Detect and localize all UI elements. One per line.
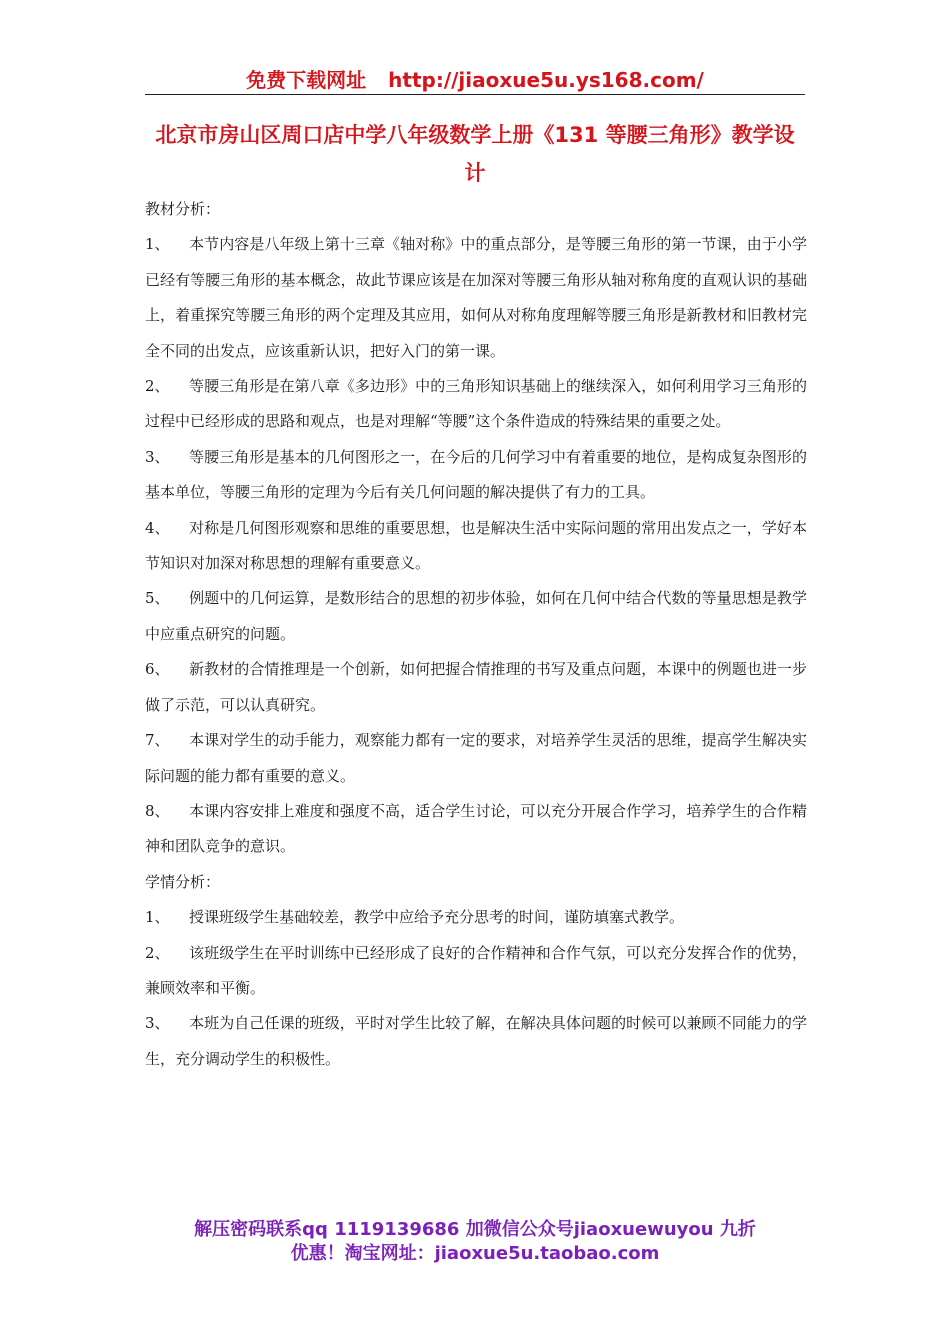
- header-label: 免费下载网址: [246, 68, 367, 92]
- item-number: 1、: [145, 908, 170, 927]
- textbook-analysis-item: [145, 511, 807, 582]
- footer-line-1: 解压密码联系qq 1119139686 加微信公众号jiaoxuewuyou 九折: [194, 1219, 756, 1240]
- header-divider: [145, 94, 805, 95]
- item-text: 本节内容是八年级上第十三章《轴对称》中的重点部分，是等腰三角形的第一节课，由于小学已经有等腰三角形的基本概念，故此节课应该是在加深对等腰三角形从轴对称角度的直观认识的基础上，着重探究等腰三角形的两个定理及其应用，如何从对称角度理解等腰三角形是新教材和旧教材完全不同的出发点，应该重新认识，把好入门的第一课。: [145, 235, 807, 360]
- item-text: 该班级学生在平时训练中已经形成了良好的合作精神和合作气氛，可以充分发挥合作的优势，兼顾效率和平衡。: [145, 943, 807, 997]
- item-text: 本课内容安排上难度和强度不高，适合学生讨论，可以充分开展合作学习，培养学生的合作精神和团队竞争的意识。: [145, 801, 807, 856]
- header-url-link[interactable]: http://jiaoxue5u.ys168.com/: [388, 68, 704, 92]
- item-number: 5、: [145, 589, 170, 608]
- student-analysis-item: [145, 900, 807, 935]
- item-number: 3、: [145, 1014, 170, 1033]
- item-number: 7、: [145, 731, 170, 750]
- textbook-analysis-heading: 教材分析：: [145, 200, 221, 218]
- item-text: 授课班级学生基础较差，教学中应给予充分思考的时间，谨防填塞式教学。: [189, 908, 685, 927]
- header-banner: [0, 64, 950, 93]
- item-number: 8、: [145, 801, 170, 820]
- textbook-analysis-item: [145, 369, 807, 440]
- item-text: 本班为自己任课的班级，平时对学生比较了解，在解决具体问题的时候可以兼顾不同能力的学生，充分调动学生的积极性。: [145, 1014, 807, 1068]
- footer-banner: [0, 1218, 950, 1266]
- textbook-analysis-item: [145, 581, 807, 652]
- textbook-analysis-item: [145, 652, 807, 723]
- item-text: 例题中的几何运算，是数形结合的思想的初步体验，如何在几何中结合代数的等量思想是教学中应重点研究的问题。: [145, 589, 807, 643]
- item-text: 对称是几何图形观察和思维的重要思想，也是解决生活中实际问题的常用出发点之一，学好本节知识对加深对称思想的理解有重要意义。: [145, 518, 807, 573]
- footer-line-2[interactable]: 优惠！淘宝网址：jiaoxue5u.taobao.com: [290, 1243, 660, 1264]
- item-number: 2、: [145, 943, 170, 962]
- document-title: 北京市房山区周口店中学八年级数学上册《131 等腰三角形》教学设计: [155, 123, 795, 185]
- document-body: [145, 192, 807, 1077]
- textbook-analysis-item: [145, 227, 807, 369]
- item-text: 等腰三角形是在第八章《多边形》中的三角形知识基础上的继续深入，如何利用学习三角形的过程中已经形成的思路和观点，也是对理解“等腰”这个条件造成的特殊结果的重要之处。: [145, 377, 807, 431]
- item-text: 本课对学生的动手能力，观察能力都有一定的要求，对培养学生灵活的思维，提高学生解决实际问题的能力都有重要的意义。: [145, 731, 807, 785]
- student-analysis-item: [145, 936, 807, 1007]
- student-analysis-item: [145, 1006, 807, 1077]
- item-number: 4、: [145, 518, 170, 537]
- item-text: 新教材的合情推理是一个创新，如何把握合情推理的书写及重点问题，本课中的例题也进一步做了示范，可以认真研究。: [145, 660, 807, 714]
- item-number: 2、: [145, 377, 170, 396]
- textbook-analysis-item: [145, 794, 807, 865]
- item-number: 3、: [145, 447, 170, 466]
- item-number: 1、: [145, 235, 170, 254]
- textbook-analysis-item: [145, 440, 807, 511]
- item-text: 等腰三角形是基本的几何图形之一，在今后的几何学习中有着重要的地位，是构成复杂图形的基本单位，等腰三角形的定理为今后有关几何问题的解决提供了有力的工具。: [145, 447, 807, 502]
- student-analysis-heading: 学情分析：: [145, 872, 221, 891]
- textbook-analysis-item: [145, 723, 807, 794]
- item-number: 6、: [145, 660, 170, 679]
